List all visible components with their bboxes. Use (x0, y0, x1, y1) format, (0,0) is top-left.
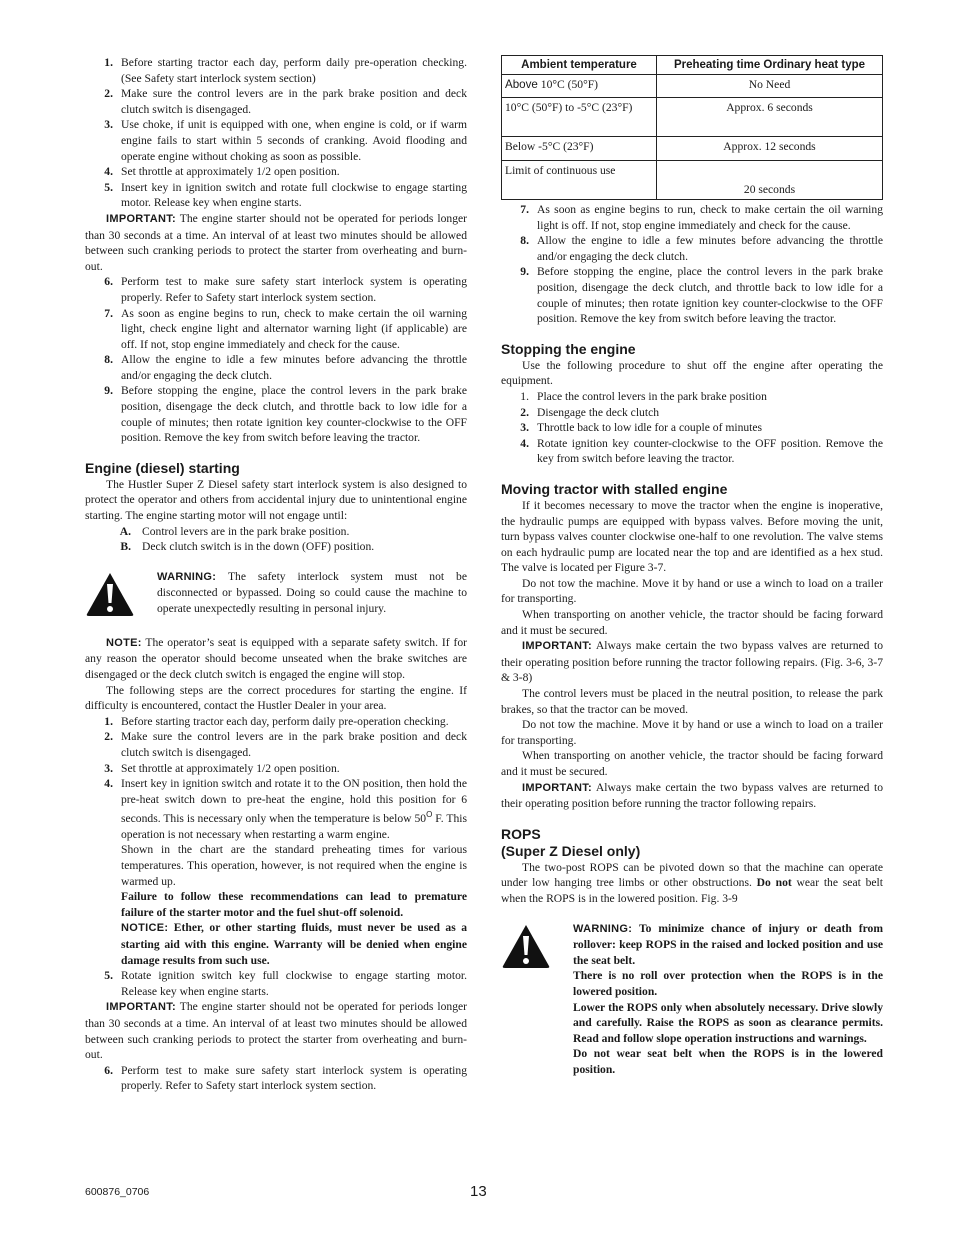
warning-triangle-icon (85, 571, 135, 617)
list-item: 3. Use choke, if unit is equipped with one, when engine is cold, or if warm engine fails to start within 5 seconds of cranking. Avoid flooding and operate engine without choking as soon as possible. (104, 118, 467, 163)
table-cell: Below -5°C (23°F) (502, 137, 657, 161)
list-item: 9. Before stopping the engine, place the control levers in the park brake position, disengage the deck clutch, and throttle back to low idle for a couple of minutes; then rotate ignition key counter-clockwise to the OFF position. Remove the key from switch before leaving the tractor. (520, 265, 883, 326)
page-number: 13 (470, 1183, 487, 1200)
list-item: 9. Before stopping the engine, place the control levers in the park brake position, disengage the deck clutch, and throttle back to low idle for a couple of minutes; then rotate ignition key counter-clockwise to the OFF position. Remove the key from switch before leaving the tractor. (104, 384, 467, 445)
failure-note: Failure to follow these recommendations can lead to premature failure of the starter motor and the fuel shut-off solenoid. (121, 890, 467, 919)
list-item: 1. Place the control levers in the park brake position (520, 389, 767, 403)
table-cell: Limit of continuous use (502, 161, 657, 200)
moving-paragraph: When transporting on another vehicle, the tractor should be facing forward and it must be secured. (501, 749, 883, 778)
list-item: 3. Set throttle at approximately 1/2 open position. (104, 761, 340, 775)
stopping-steps (501, 389, 883, 467)
list-item: 2. Make sure the control levers are in the park brake position and deck clutch switch is disengaged. (104, 87, 467, 116)
table-row (502, 137, 883, 161)
table-row (502, 98, 883, 137)
rops-subheading: (Super Z Diesel only) (501, 842, 641, 859)
preheat-table (501, 55, 883, 200)
list-item: 7. As soon as engine begins to run, check to make certain the oil warning light, check engine light and alternator warning light (if applicable) are off. If not, stop engine immediately and check for the cause. (104, 306, 467, 351)
right-column (501, 55, 883, 1078)
list-item: 2. Disengage the deck clutch (520, 405, 660, 419)
list-item: 8. Allow the engine to idle a few minutes before advancing the throttle and/or engaging the deck clutch. (520, 234, 883, 263)
table-header: Preheating time Ordinary heat type (657, 56, 883, 75)
table-row (502, 161, 883, 200)
list-item: 5. Insert key in ignition switch and rotate full clockwise to engage starting motor. Release key when engine starts. (104, 180, 467, 210)
rops-heading: ROPS (501, 825, 541, 842)
run-steps (501, 202, 883, 327)
table-cell: 10°C (50°F) to -5°C (23°F) (502, 98, 657, 137)
table-cell: Approx. 12 seconds (657, 137, 883, 161)
list-item: 5. Rotate ignition switch key full clockwise to engage starting motor. Release key when engine starts. (104, 969, 467, 998)
interlock-warning: WARNING: The safety interlock system must not be disconnected or bypassed. Doing so could cause the machine to operate unexpectedly resulting in personal injury. (85, 569, 467, 621)
rops-paragraph: The two-post ROPS can be pivoted down so that the machine can operate under low hanging tree limbs or other obstructions. Do not wear the seat belt when the ROPS is in the lowered position. Fig. 3-9 (501, 860, 883, 905)
moving-important: IMPORTANT: Always make certain the two bypass valves are returned to their operating position before running the tractor following repairs. (Fig. 3-6, 3-7 & 3-8) (501, 639, 883, 685)
notice-note: NOTICE: Ether, or other starting fluids, must never be used as a starting aid with this engine. Warranty will be denied when engine damage results from such use. (121, 921, 467, 967)
list-item: 4. Set throttle at approximately 1/2 open position. (104, 165, 340, 179)
important-paragraph-2: IMPORTANT: The engine starter should not be operated for periods longer than 30 seconds at a time. An interval of at least two minutes should be allowed between such cranking periods to protect the starter from overheating and burn-out. (85, 1000, 467, 1062)
list-item: 3. Throttle back to low idle for a couple of minutes (520, 421, 763, 435)
list-item: 6. Perform test to make sure safety start interlock system is operating properly. Refer to Safety start interlock system section. (104, 1063, 467, 1093)
list-item: 4. Rotate ignition key counter-clockwise to the OFF position. Remove the key from switch before leaving the tractor. (520, 436, 883, 466)
diesel-starting-heading: Engine (diesel) starting (85, 459, 240, 476)
table-cell: 20 seconds (657, 161, 883, 200)
start-steps (85, 55, 467, 211)
list-item: 1. Before starting tractor each day, perform daily pre-operation checking. (104, 714, 449, 728)
list-item: B. Deck clutch switch is in the down (OFF) position. (120, 540, 375, 554)
left-column (85, 55, 467, 1094)
moving-important: IMPORTANT: Always make certain the two bypass valves are returned to their operating position before running the tractor following repairs. (501, 780, 883, 811)
diesel-intro: The Hustler Super Z Diesel safety start interlock system is also designed to protect the operator and others from accidental injury due to unintentional engine starting. The engine starting motor will not engage until: (85, 477, 467, 523)
list-item: A. Control levers are in the park brake position. (119, 524, 350, 538)
start-steps-continued (85, 274, 467, 446)
table-cell: No Need (657, 75, 883, 98)
important-paragraph: IMPORTANT: The engine starter should not be operated for periods longer than 30 seconds at a time. An interval of at least two minutes should be allowed between such cranking periods to protect the starter from overheating and burn-out. (85, 211, 467, 273)
document-code: 600876_0706 (85, 1186, 150, 1198)
chart-note: Shown in the chart are the standard preheating times for various temperatures. This operation, however, is not required when the engine is warmed up. (121, 843, 467, 888)
table-row (502, 75, 883, 98)
list-item: 6. Perform test to make sure safety start interlock system is operating properly. Refer to Safety start interlock system section. (104, 275, 467, 304)
list-item: 2. Make sure the control levers are in the park brake position and deck clutch switch is disengaged. (104, 730, 467, 759)
stopping-intro: Use the following procedure to shut off the engine after operating the equipment. (501, 358, 883, 388)
procedure-intro: The following steps are the correct procedures for starting the engine. If difficulty is encountered, contact the Hustler Dealer in your area. (85, 683, 467, 713)
stopping-heading: Stopping the engine (501, 340, 636, 357)
moving-heading: Moving tractor with stalled engine (501, 480, 728, 497)
table-cell: Above 10°C (50°F) (502, 75, 657, 98)
moving-paragraph: Do not tow the machine. Move it by hand or use a winch to load on a trailer for transporting. (501, 576, 883, 606)
table-cell: Approx. 6 seconds (657, 98, 883, 137)
moving-paragraph: When transporting on another vehicle, the tractor should be facing forward and it must be secured. (501, 608, 883, 637)
moving-paragraph: Do not tow the machine. Move it by hand or use a winch to load on a trailer for transporting. (501, 718, 883, 747)
moving-paragraph: The control levers must be placed in the neutral position, to release the park brakes, so that the tractor can be moved. (501, 687, 883, 716)
rops-warning: WARNING: To minimize chance of injury or death from rollover: keep ROPS in the raised and locked position and use the seat belt. There is no roll over protection when the ROPS is in the lowered position. Lower the ROPS only when absolutely necessary. Drive slowly and carefully. Raise the ROPS as soon as clearance permits. Read and follow slope operation instructions and warnings. Do not wear seat belt when the ROPS is in the lowered position. (501, 921, 883, 1078)
table-header-row (502, 56, 883, 75)
diesel-steps (85, 714, 467, 1000)
list-item: 4. Insert key in ignition switch and rotate it to the ON position, then hold the pre-heat switch down to pre-heat the engine, hold this position for 6 seconds. This is necessary only when the temperature is below $50^O$ F. This operation is not necessary when restarting a warm engine. (104, 777, 467, 841)
list-item: 7. As soon as engine begins to run, check to make certain the oil warning light is off. If not, stop engine immediately and check for the cause. (520, 203, 883, 232)
list-item: 8. Allow the engine to idle a few minutes before advancing the throttle and/or engaging the deck clutch. (104, 353, 467, 382)
list-item: 1. Before starting tractor each day, perform daily pre-operation checking. (See Safety start interlock system section) (104, 56, 467, 85)
moving-paragraph: If it becomes necessary to move the tractor when the engine is inoperative, the hydraulic pumps are equipped with bypass valves. Before moving the unit, turn bypass valves counter clockwise one-half to one revolution. The valve stems on each hydraulic pump are located near the top and are identified as a hex stud. The valve is located per Figure 3-7. (501, 498, 883, 575)
conditions-list (85, 524, 467, 555)
note-paragraph: NOTE: The operator’s seat is equipped with a separate safety switch. If for any reason the operator should become unseated when the brake switches are disengaged or the deck clutch switch is engaged the engine will stop. (85, 635, 467, 681)
warning-triangle-icon (501, 923, 551, 969)
table-header: Ambient temperature (502, 56, 657, 75)
